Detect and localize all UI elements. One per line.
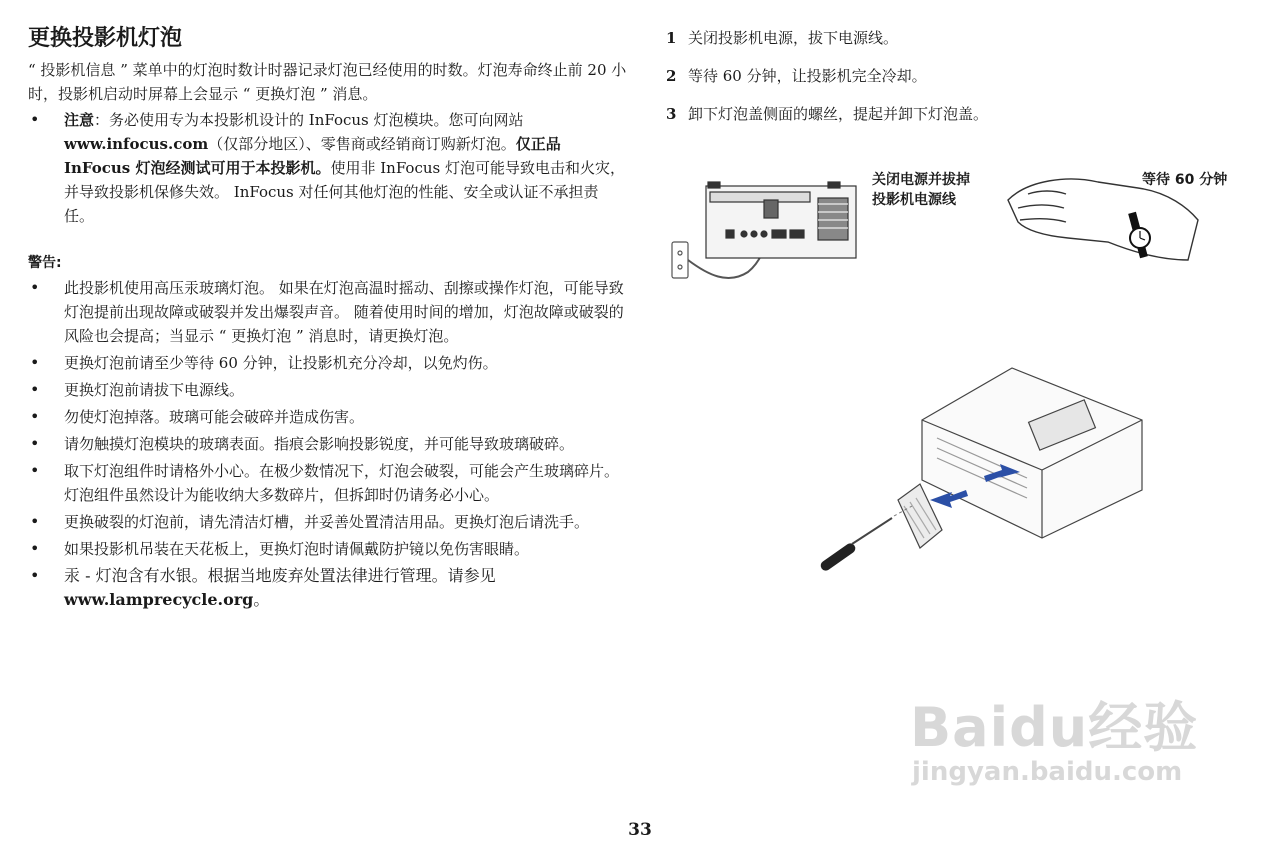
step-text: 等待 60 分钟，让投影机完全冷却。 <box>688 67 927 85</box>
lamp-cover-removal-illustration <box>812 360 1172 580</box>
warning-text: 更换灯泡前请拔下电源线。 <box>64 381 245 399</box>
warning-item <box>28 405 628 429</box>
note-text-1: ：务必使用专为本投影机设计的 InFocus 灯泡模块。您可向网站 <box>94 111 524 129</box>
infocus-url: www.infocus.com <box>64 135 209 153</box>
unplug-caption-line2: 投影机电源线 <box>872 192 956 208</box>
bullet-icon: • <box>30 461 40 480</box>
screwdriver-icon <box>819 506 912 573</box>
bullet-icon: • <box>30 278 40 297</box>
bullet-icon: • <box>30 380 40 399</box>
bullet-icon: • <box>30 512 40 531</box>
warning-heading-text: 警告 <box>28 255 56 271</box>
bullet-icon: • <box>30 434 40 453</box>
intro-paragraph: “ 投影机信息 ” 菜单中的灯泡时数计时器记录灯泡已经使用的时数。灯泡寿命终止前 20 小时，投影机启动时屏幕上会显示 “ 更换灯泡 ” 消息。 <box>28 61 627 103</box>
step-text: 卸下灯泡盖侧面的螺丝，提起并卸下灯泡盖。 <box>688 105 989 123</box>
step-text: 关闭投影机电源，拔下电源线。 <box>688 29 899 47</box>
warning-item <box>28 378 628 402</box>
mercury-end: 。 <box>253 590 270 609</box>
mercury-item <box>28 564 628 612</box>
note-item <box>28 108 628 228</box>
note-bold-text: 仅正品 InFocus 灯泡经测试可用于本投影机。 <box>64 135 561 177</box>
bullet-icon: • <box>30 353 40 372</box>
warning-item <box>28 459 628 507</box>
page-number: 33 <box>628 820 652 840</box>
warning-item <box>28 351 628 375</box>
step-1 <box>666 26 1256 50</box>
note-text-2: （仅部分地区）、零售商或经销商订购新灯泡。 <box>208 135 516 153</box>
bullet-icon: • <box>30 539 40 558</box>
step-number: 3 <box>666 105 677 123</box>
left-column <box>28 24 628 615</box>
warning-list <box>28 276 628 612</box>
page-title: 更换投影机灯泡 <box>28 26 183 51</box>
projector-rear-icon <box>706 182 856 258</box>
unplug-caption-line1: 关闭电源并拔掉 <box>872 172 970 188</box>
step-2 <box>666 64 1256 88</box>
baidu-logo: Baidu经验 <box>910 696 1199 759</box>
wall-outlet-icon <box>672 242 688 278</box>
warning-text: 请勿触摸灯泡模块的玻璃表面。指痕会影响投影锐度，并可能导致玻璃破碎。 <box>64 435 575 453</box>
warning-item <box>28 537 628 561</box>
baidu-watermark <box>900 665 1210 815</box>
note-list <box>28 108 628 228</box>
step-number: 1 <box>666 29 677 47</box>
warning-text: 更换灯泡前请至少等待 60 分钟，让投影机充分冷却，以免灼伤。 <box>64 354 498 372</box>
warning-text: 如果投影机吊装在天花板上，更换灯泡时请佩戴防护镜以免伤害眼睛。 <box>64 540 530 558</box>
baidu-watermark-url: jingyan.baidu.com <box>912 757 1183 787</box>
warning-text: 更换破裂的灯泡前，请先清洁灯槽，并妥善处置清洁用品。更换灯泡后请洗手。 <box>64 513 590 531</box>
warning-text: 此投影机使用高压汞玻璃灯泡。 如果在灯泡高温时摇动、刮擦或操作灯泡，可能导致灯泡提前出现故障或破裂并发出爆裂声音。 随着使用时间的增加，灯泡故障或破裂的风险也会提高；当显示 “ 更换灯泡 ” 消息时，请更换灯泡。 <box>64 279 624 345</box>
warning-text: 取下灯泡组件时请格外小心。在极少数情况下，灯泡会破裂，可能会产生玻璃碎片。灯泡组件虽然设计为能收纳大多数碎片，但拆卸时仍请务必小心。 <box>64 462 620 504</box>
step-3 <box>666 102 1256 126</box>
wait-caption: 等待 60 分钟 <box>1142 172 1228 188</box>
mercury-text: 汞 - 灯泡含有水银。根据当地废弃处置法律进行管理。请参见 <box>64 566 496 585</box>
projector-body-icon <box>922 368 1142 538</box>
step-number: 2 <box>666 67 677 85</box>
warning-heading <box>28 252 628 274</box>
warning-item <box>28 276 628 348</box>
note-text-3: 使用非 InFocus 灯泡可能导致电击和火灾，并导致投影机保修失效。 InFocus 对任何其他灯泡的性能、安全或认证不承担责任。 <box>64 159 625 225</box>
hand-icon <box>1008 179 1198 260</box>
right-column <box>666 26 1256 140</box>
warning-heading-colon: : <box>56 255 62 271</box>
unplug-caption <box>872 170 970 210</box>
warning-item <box>28 510 628 534</box>
lamprecycle-url: www.lamprecycle.org <box>64 590 254 609</box>
lamp-cover-icon <box>898 484 942 548</box>
bullet-icon: • <box>30 566 40 585</box>
note-label: 注意 <box>64 111 95 129</box>
bullet-icon: • <box>30 407 40 426</box>
bullet-icon: • <box>30 110 40 129</box>
warning-text: 勿使灯泡掉落。玻璃可能会破碎并造成伤害。 <box>64 408 365 426</box>
warning-item <box>28 432 628 456</box>
wristwatch-icon <box>1128 212 1150 259</box>
